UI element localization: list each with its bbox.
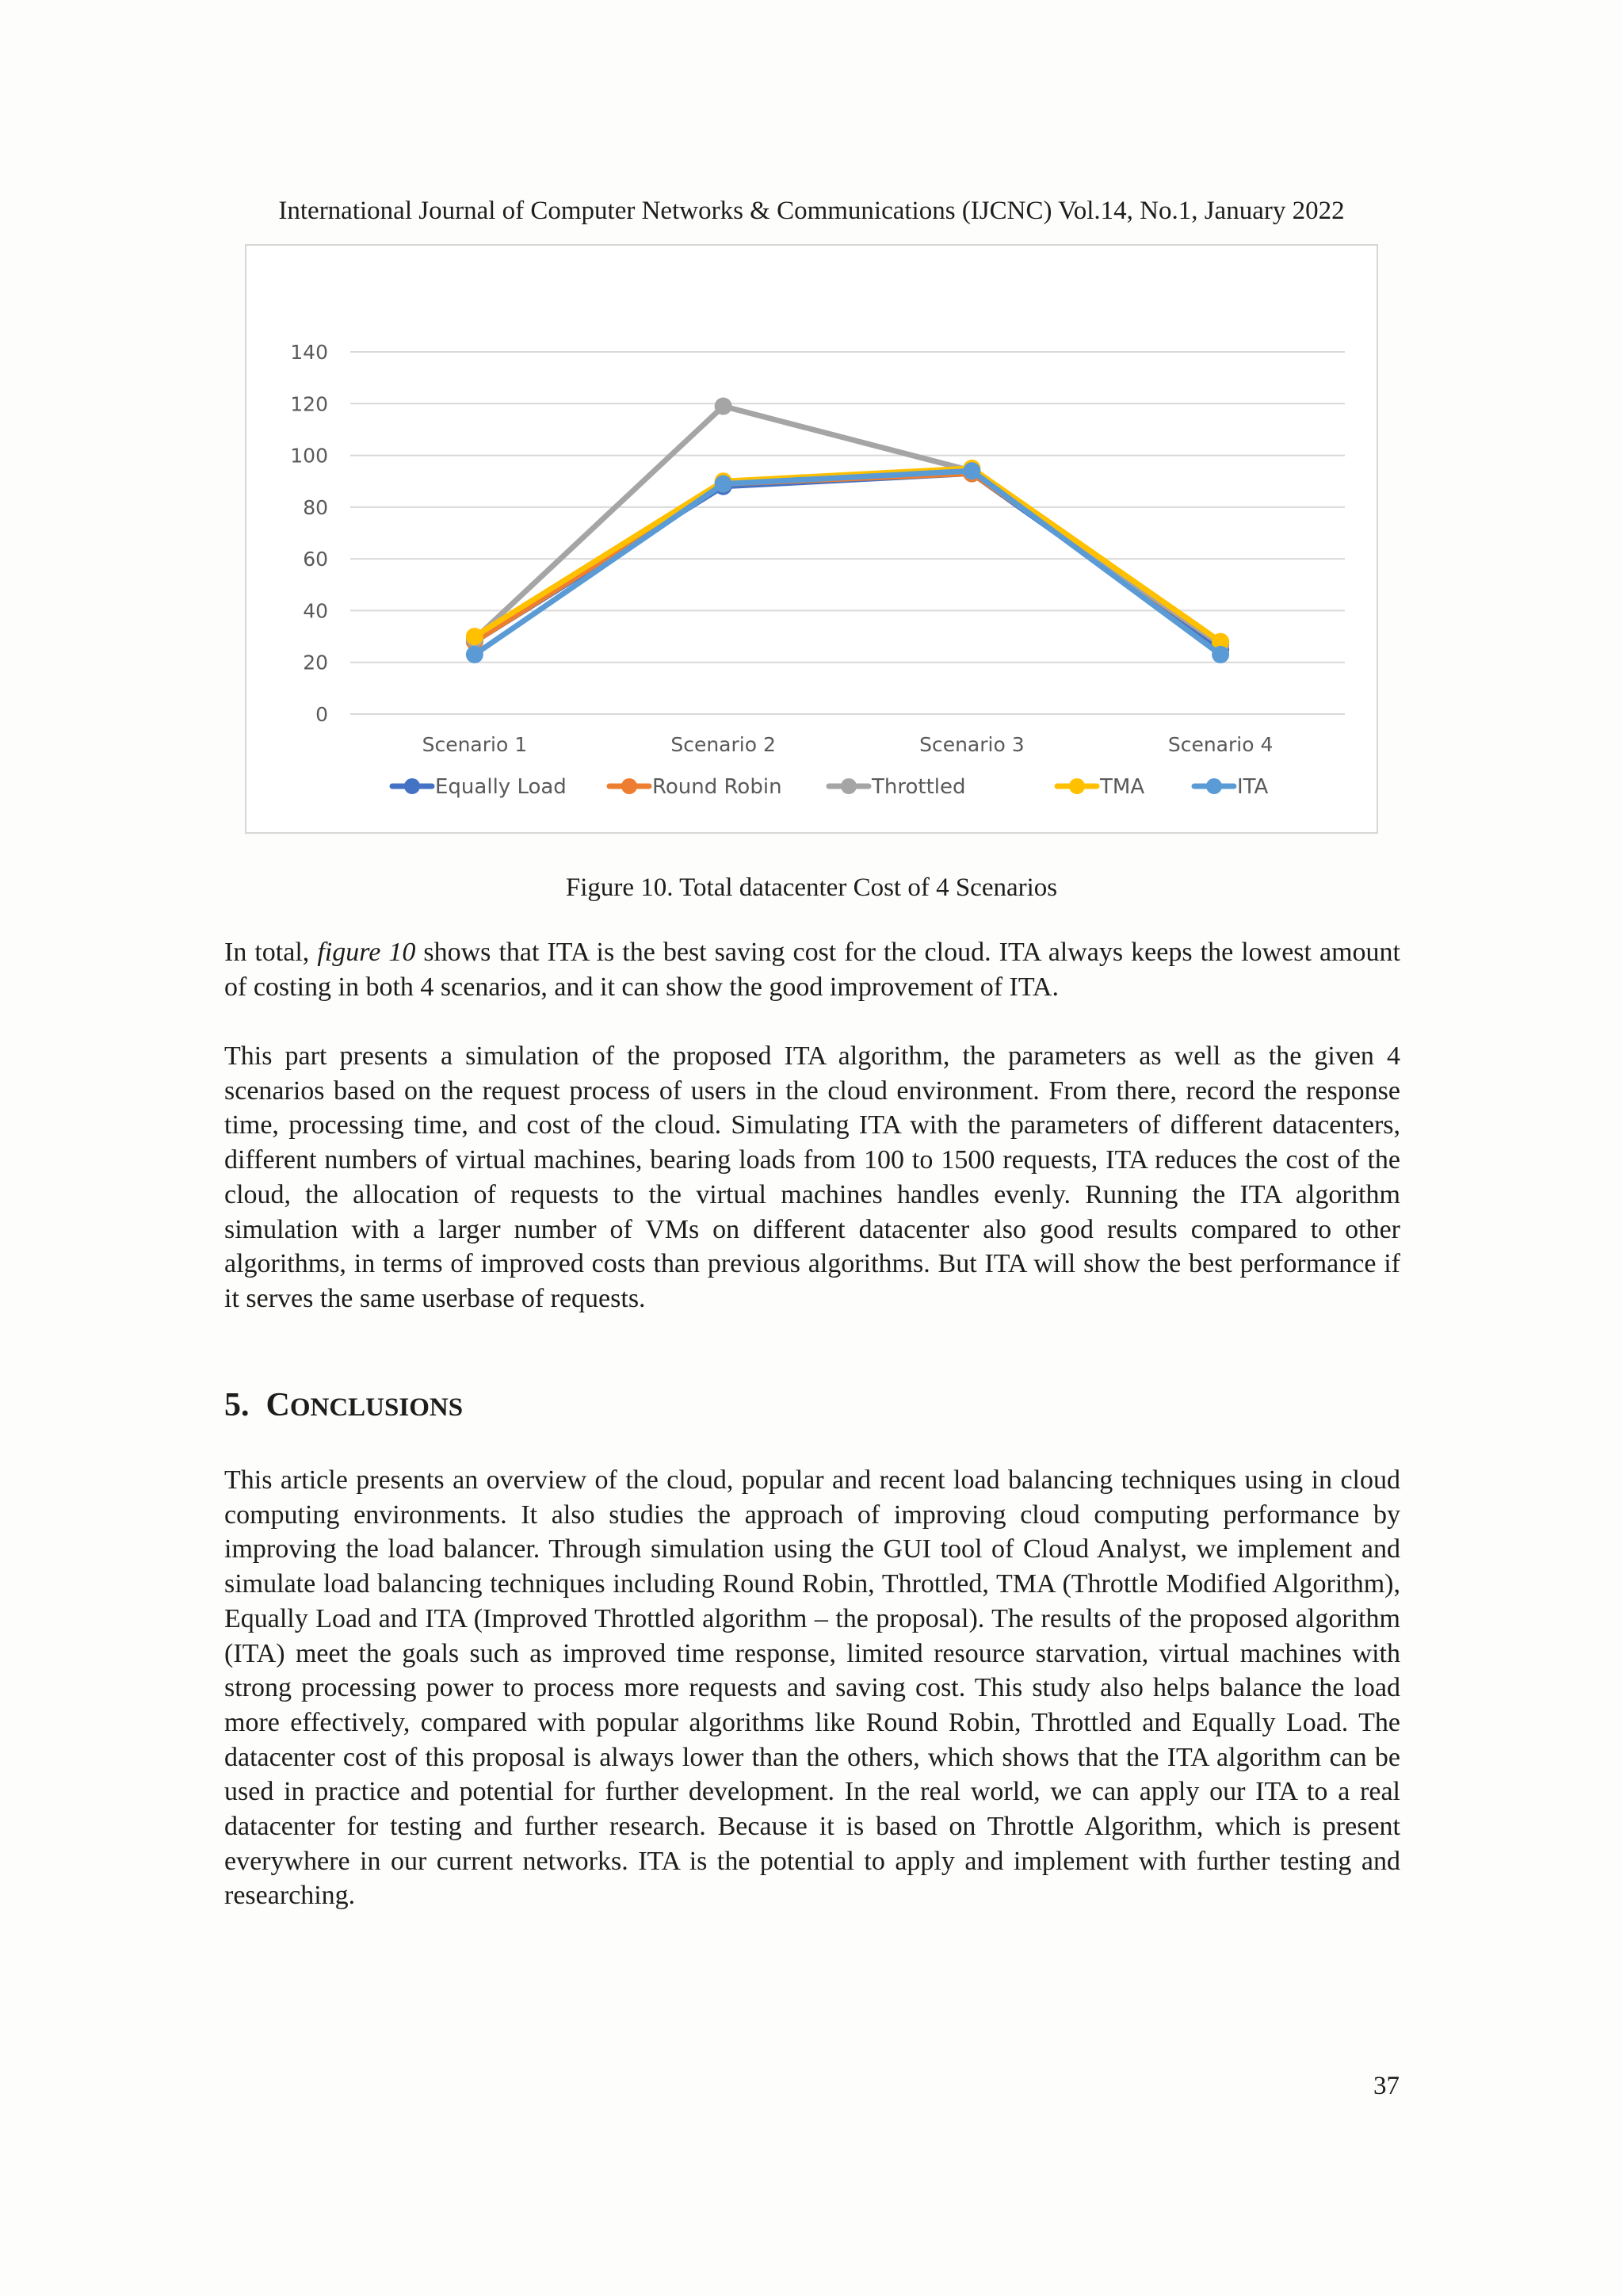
- y-tick-label: 60: [303, 548, 328, 571]
- section-title-rest: ONCLUSIONS: [289, 1393, 464, 1422]
- section-heading: [224, 1385, 463, 1427]
- legend-entry: [829, 775, 966, 799]
- data-point: [715, 398, 732, 415]
- y-tick-label: 140: [290, 341, 328, 364]
- legend-label: Throttled: [872, 775, 966, 799]
- paragraph-simulation: This part presents a simulation of the proposed ITA algorithm, the parameters as well as the given 4 scenarios based on the request process of users in the cloud environment. From there, record the response time, processing time, and cost of the cloud. Simulating ITA with the parameters of different datacenters, different numbers of virtual machines, bearing loads from 100 to 1500 requests, ITA reduces the cost of the cloud, the allocation of requests to the virtual machines handles evenly. Running the ITA algorithm simulation with a larger number of VMs on different datacenter also good results compared to other algorithms, in terms of improved costs than previous algorithms. But ITA will show the best performance if it serves the same userbase of requests.: [224, 1041, 1400, 1313]
- data-point: [466, 628, 483, 645]
- figure-caption: Figure 10. Total datacenter Cost of 4 Scenarios: [565, 873, 1058, 902]
- legend-label: ITA: [1237, 775, 1269, 799]
- x-tick-label: Scenario 3: [919, 733, 1025, 756]
- data-point: [1212, 646, 1229, 663]
- chart-frame: [245, 244, 1378, 834]
- legend-swatch-marker: [621, 778, 637, 794]
- legend-swatch-marker: [1069, 778, 1085, 794]
- legend-entry: [609, 775, 782, 799]
- legend-entry: [392, 775, 567, 799]
- y-tick-label: 40: [303, 599, 328, 623]
- series-throttled: [466, 398, 1229, 653]
- data-point: [715, 475, 732, 492]
- gridlines: [350, 352, 1345, 714]
- paragraph-summary-start: In total,: [224, 938, 318, 967]
- legend-label: TMA: [1100, 775, 1145, 799]
- legend-entry: [1057, 775, 1144, 799]
- series-tma: [466, 460, 1229, 651]
- series-line: [475, 468, 1220, 642]
- legend-swatch-marker: [1206, 778, 1222, 794]
- line-chart: [246, 246, 1377, 832]
- series-line: [475, 407, 1220, 644]
- section-title-initial: C: [265, 1387, 290, 1423]
- legend-label: Round Robin: [652, 775, 782, 799]
- paragraph-conclusions: This article presents an overview of the cloud, popular and recent load balancing techniques using in cloud computing environments. It also studies the approach of improving cloud computing performance by improving the load balancer. Through simulation using the GUI tool of Cloud Analyst, we implement and simulate load balancing techniques including Round Robin, Throttled, TMA (Throttle Modified Algorithm), Equally Load and ITA (Improved Throttled algorithm – the proposal). The results of the proposed algorithm (ITA) meet the goals such as improved time response, limited resource starvation, virtual machines with strong processing power to process more requests and saving cost. This study also helps balance the load more effectively, compared with popular algorithms like Round Robin, Throttled and Equally Load. The datacenter cost of this proposal is always lower than the others, which shows that the ITA algorithm can be used in practice and potential for further development. In the real world, we can apply our ITA to a real datacenter for testing and further research. Because it is based on Throttle Algorithm, which is present everywhere in our current networks. ITA is the potential to apply and implement with further testing and researching.: [224, 1465, 1400, 1911]
- x-axis-ticks: [422, 733, 1274, 756]
- y-tick-label: 80: [303, 495, 328, 519]
- x-tick-label: Scenario 4: [1167, 733, 1274, 756]
- section-number: 5.: [224, 1387, 250, 1423]
- y-tick-label: 20: [303, 651, 328, 674]
- legend-swatch-marker: [841, 778, 857, 794]
- y-tick-label: 0: [315, 703, 328, 726]
- x-tick-label: Scenario 2: [670, 733, 776, 756]
- legend-label: Equally Load: [435, 775, 567, 799]
- legend-entry: [1194, 775, 1269, 799]
- y-tick-label: 100: [290, 444, 328, 468]
- paragraph-summary-rest: shows that ITA is the best saving cost for the cloud. ITA always keeps the lowest amount of costing in both 4 scenarios, and it can show the good improvement of ITA.: [224, 938, 1400, 1002]
- data-point: [963, 462, 980, 479]
- series-ita: [466, 462, 1229, 663]
- legend-swatch-marker: [404, 778, 420, 794]
- y-tick-label: 120: [290, 392, 328, 416]
- data-point: [466, 646, 483, 663]
- running-header: International Journal of Computer Networks & Communications (IJCNC) Vol.14, No.1, January 2022: [278, 197, 1345, 225]
- legend: [392, 775, 1269, 799]
- figure-reference: figure 10: [317, 938, 416, 967]
- x-tick-label: Scenario 1: [422, 733, 528, 756]
- paragraph-summary: [224, 935, 1400, 1004]
- series-equally-load: [466, 464, 1229, 658]
- series-lines: [466, 398, 1229, 663]
- page-number: 37: [1373, 2072, 1400, 2100]
- y-axis-ticks: [290, 341, 328, 726]
